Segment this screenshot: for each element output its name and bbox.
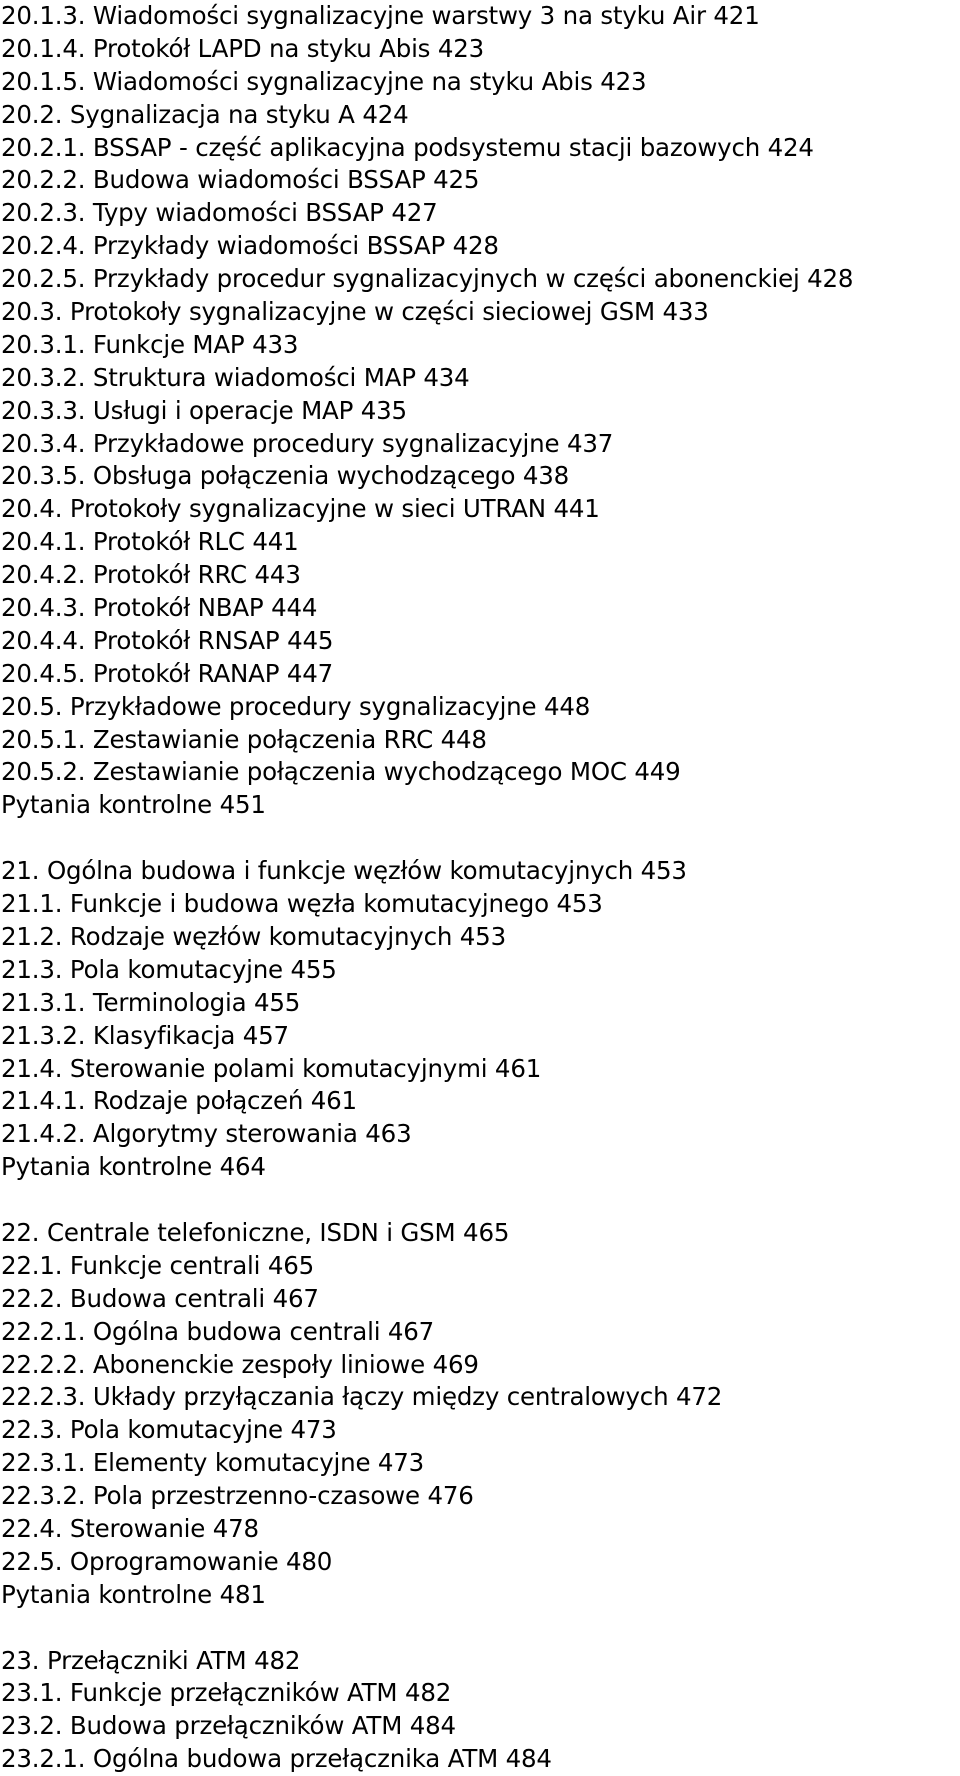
toc-entry: 22.2.3. Układy przyłączania łączy między centralowych 472	[1, 1382, 723, 1412]
toc-entry: 22.2.1. Ogólna budowa centrali 467	[1, 1316, 435, 1346]
toc-entry: 21.1. Funkcje i budowa węzła komutacyjnego 453	[1, 889, 603, 919]
toc-entry: 20.5.2. Zestawianie połączenia wychodzącego MOC 449	[1, 757, 681, 787]
toc-entry: 20.4.2. Protokół RRC 443	[1, 560, 301, 590]
toc-entry: 22.4. Sterowanie 478	[1, 1513, 259, 1543]
toc-entry: 20.1.4. Protokół LAPD na styku Abis 423	[1, 33, 485, 63]
toc-entry: 20.3.5. Obsługa połączenia wychodzącego 438	[1, 461, 569, 491]
toc-entry: 20.2.2. Budowa wiadomości BSSAP 425	[1, 165, 480, 195]
toc-entry: 20.2.3. Typy wiadomości BSSAP 427	[1, 198, 438, 228]
toc-entry: 22.5. Oprogramowanie 480	[1, 1546, 333, 1576]
toc-entry: 21.4. Sterowanie polami komutacyjnymi 461	[1, 1053, 542, 1083]
toc-entry: 21.3. Pola komutacyjne 455	[1, 954, 337, 984]
toc-entry: Pytania kontrolne 481	[1, 1579, 266, 1609]
toc-entry: 20.3. Protokoły sygnalizacyjne w części sieciowej GSM 433	[1, 297, 709, 327]
toc-entry: 21.4.1. Rodzaje połączeń 461	[1, 1086, 357, 1116]
toc-entry: Pytania kontrolne 451	[1, 790, 266, 820]
toc-entry: 22.3. Pola komutacyjne 473	[1, 1415, 337, 1445]
toc-entry: 21.3.2. Klasyfikacja 457	[1, 1020, 289, 1050]
toc-entry: 21.2. Rodzaje węzłów komutacyjnych 453	[1, 921, 506, 951]
toc-entry: 23.2. Budowa przełączników ATM 484	[1, 1711, 456, 1741]
toc-entry: 20.4.1. Protokół RLC 441	[1, 527, 299, 557]
toc-entry: 20.3.4. Przykładowe procedury sygnalizacyjne 437	[1, 428, 614, 458]
section-gap	[1, 1612, 956, 1645]
toc-entry: 22. Centrale telefoniczne, ISDN i GSM 465	[1, 1217, 510, 1247]
toc-entry: 20.5. Przykładowe procedury sygnalizacyjne 448	[1, 691, 591, 721]
toc-entry: 20.4.3. Protokół NBAP 444	[1, 593, 318, 623]
table-of-contents	[1, 0, 956, 1776]
toc-entry: 22.3.2. Pola przestrzenno-czasowe 476	[1, 1481, 474, 1511]
toc-entry: 20.3.2. Struktura wiadomości MAP 434	[1, 362, 470, 392]
section-gap	[1, 1184, 956, 1217]
toc-entry: 20.3.3. Usługi i operacje MAP 435	[1, 395, 407, 425]
toc-entry: 20.2.4. Przykłady wiadomości BSSAP 428	[1, 231, 499, 261]
toc-entry: 20.2. Sygnalizacja na styku A 424	[1, 99, 409, 129]
toc-entry: 20.2.1. BSSAP - część aplikacyjna podsystemu stacji bazowych 424	[1, 132, 814, 162]
toc-entry: 21. Ogólna budowa i funkcje węzłów komutacyjnych 453	[1, 856, 687, 886]
toc-entry: 22.1. Funkcje centrali 465	[1, 1250, 314, 1280]
toc-entry: 20.2.5. Przykłady procedur sygnalizacyjnych w części abonenckiej 428	[1, 264, 854, 294]
toc-entry: 21.4.2. Algorytmy sterowania 463	[1, 1119, 412, 1149]
toc-entry: 20.1.3. Wiadomości sygnalizacyjne warstwy 3 na styku Air 421	[1, 1, 760, 30]
toc-entry: Pytania kontrolne 464	[1, 1152, 266, 1182]
toc-entry: 20.4.4. Protokół RNSAP 445	[1, 625, 334, 655]
toc-entry: 22.2. Budowa centrali 467	[1, 1283, 319, 1313]
toc-entry: 22.2.2. Abonenckie zespoły liniowe 469	[1, 1349, 479, 1379]
toc-entry: 20.3.1. Funkcje MAP 433	[1, 329, 299, 359]
toc-entry: 20.1.5. Wiadomości sygnalizacyjne na styku Abis 423	[1, 66, 647, 96]
toc-entry: 23.2.1. Ogólna budowa przełącznika ATM 484	[1, 1744, 552, 1774]
toc-entry: 23.1. Funkcje przełączników ATM 482	[1, 1678, 452, 1708]
toc-entry: 21.3.1. Terminologia 455	[1, 987, 301, 1017]
toc-entry: 23. Przełączniki ATM 482	[1, 1645, 301, 1675]
toc-entry: 20.5.1. Zestawianie połączenia RRC 448	[1, 724, 487, 754]
toc-entry: 20.4.5. Protokół RANAP 447	[1, 658, 334, 688]
toc-entry: 20.4. Protokoły sygnalizacyjne w sieci UTRAN 441	[1, 494, 600, 524]
toc-entry: 22.3.1. Elementy komutacyjne 473	[1, 1448, 425, 1478]
section-gap	[1, 822, 956, 855]
